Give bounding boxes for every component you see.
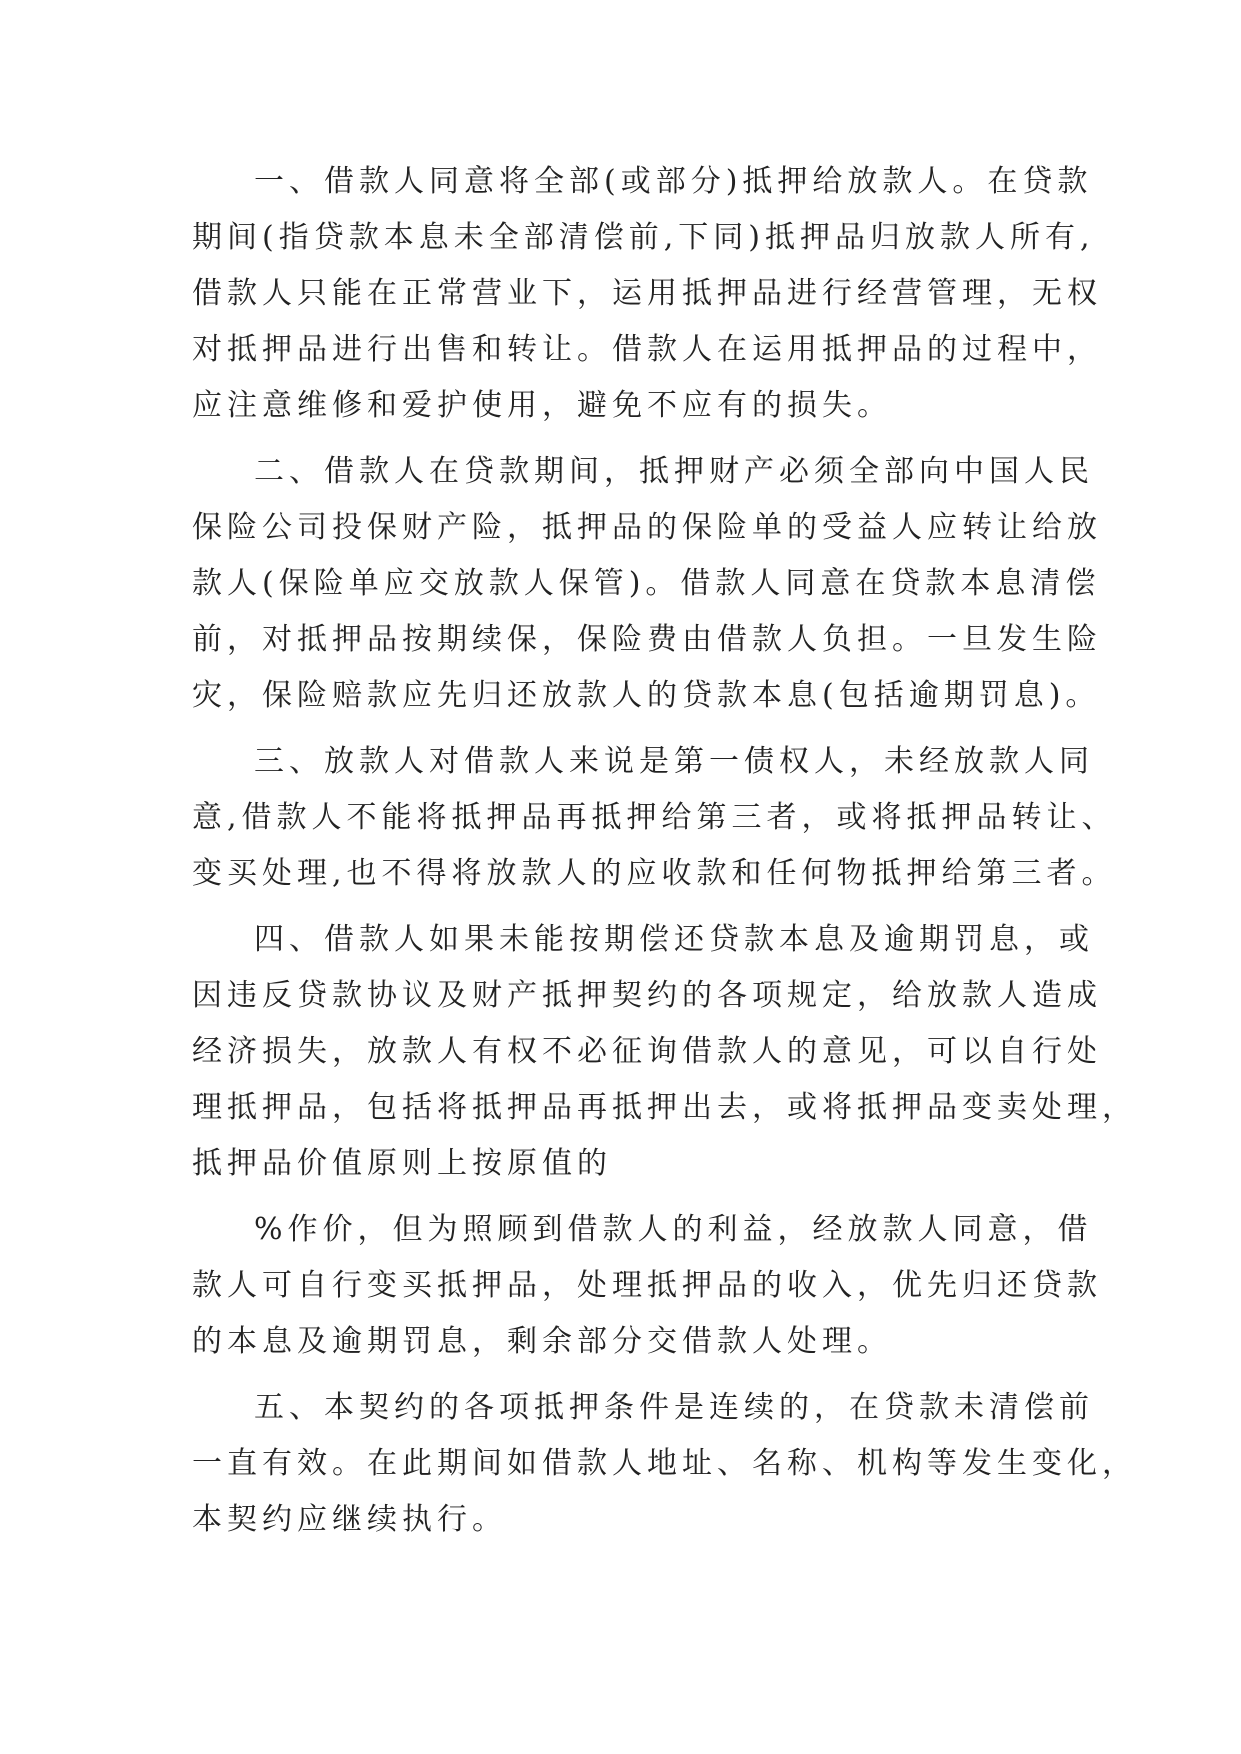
text-line: 灾，保险赔款应先归还放款人的贷款本息(包括逾期罚息)。 — [192, 678, 1101, 713]
text-line: 的本息及逾期罚息，剩余部分交借款人处理。 — [192, 1324, 892, 1359]
text-line: 期间(指贷款本息未全部清偿前,下同)抵押品归放款人所有, — [192, 220, 1095, 255]
paragraph-5 — [192, 1202, 1102, 1370]
text-line: 经济损失，放款人有权不必征询借款人的意见，可以自行处 — [192, 1034, 1102, 1069]
text-line: 前，对抵押品按期续保，保险费由借款人负担。一旦发生险 — [192, 622, 1102, 657]
paragraph-2 — [192, 444, 1102, 724]
text-line: 借款人只能在正常营业下，运用抵押品进行经营管理，无权 — [192, 276, 1102, 311]
text-line: 因违反贷款协议及财产抵押契约的各项规定，给放款人造成 — [192, 978, 1102, 1013]
text-line: 意,借款人不能将抵押品再抵押给第三者，或将抵押品转让、 — [192, 800, 1117, 835]
text-line: 二、借款人在贷款期间，抵押财产必须全部向中国人民 — [254, 454, 1094, 489]
text-line: 四、借款人如果未能按期偿还贷款本息及逾期罚息，或 — [254, 922, 1094, 957]
paragraph-gap — [192, 724, 1062, 734]
text-line: 款人可自行变买抵押品，处理抵押品的收入，优先归还贷款 — [192, 1268, 1102, 1303]
text-line: 应注意维修和爱护使用，避免不应有的损失。 — [192, 388, 892, 423]
paragraph-6 — [192, 1380, 1137, 1548]
text-line: 抵押品价值原则上按原值的 — [192, 1146, 612, 1181]
text-line: 五、本契约的各项抵押条件是连续的，在贷款未清偿前 — [254, 1390, 1094, 1425]
text-line: 一、借款人同意将全部(或部分)抵押给放款人。在贷款 — [254, 164, 1093, 199]
text-line: %作价，但为照顾到借款人的利益，经放款人同意，借 — [254, 1212, 1093, 1247]
paragraph-gap — [192, 1192, 1062, 1202]
text-line: 一直有效。在此期间如借款人地址、名称、机构等发生变化， — [192, 1446, 1137, 1481]
text-line: 本契约应继续执行。 — [192, 1502, 507, 1537]
text-line: 款人(保险单应交放款人保管)。借款人同意在贷款本息清偿 — [192, 566, 1101, 601]
paragraph-gap — [192, 902, 1062, 912]
text-line: 三、放款人对借款人来说是第一债权人，未经放款人同 — [254, 744, 1094, 779]
paragraph-1 — [192, 154, 1102, 434]
paragraph-gap — [192, 434, 1062, 444]
paragraph-gap — [192, 1370, 1062, 1380]
text-line: 理抵押品，包括将抵押品再抵押出去，或将抵押品变卖处理， — [192, 1090, 1137, 1125]
paragraph-4 — [192, 912, 1137, 1192]
text-line: 变买处理,也不得将放款人的应收款和任何物抵押给第三者。 — [192, 856, 1117, 891]
paragraph-3 — [192, 734, 1117, 902]
text-line: 对抵押品进行出售和转让。借款人在运用抵押品的过程中， — [192, 332, 1102, 367]
document-body — [192, 154, 1137, 1548]
text-line: 保险公司投保财产险，抵押品的保险单的受益人应转让给放 — [192, 510, 1102, 545]
